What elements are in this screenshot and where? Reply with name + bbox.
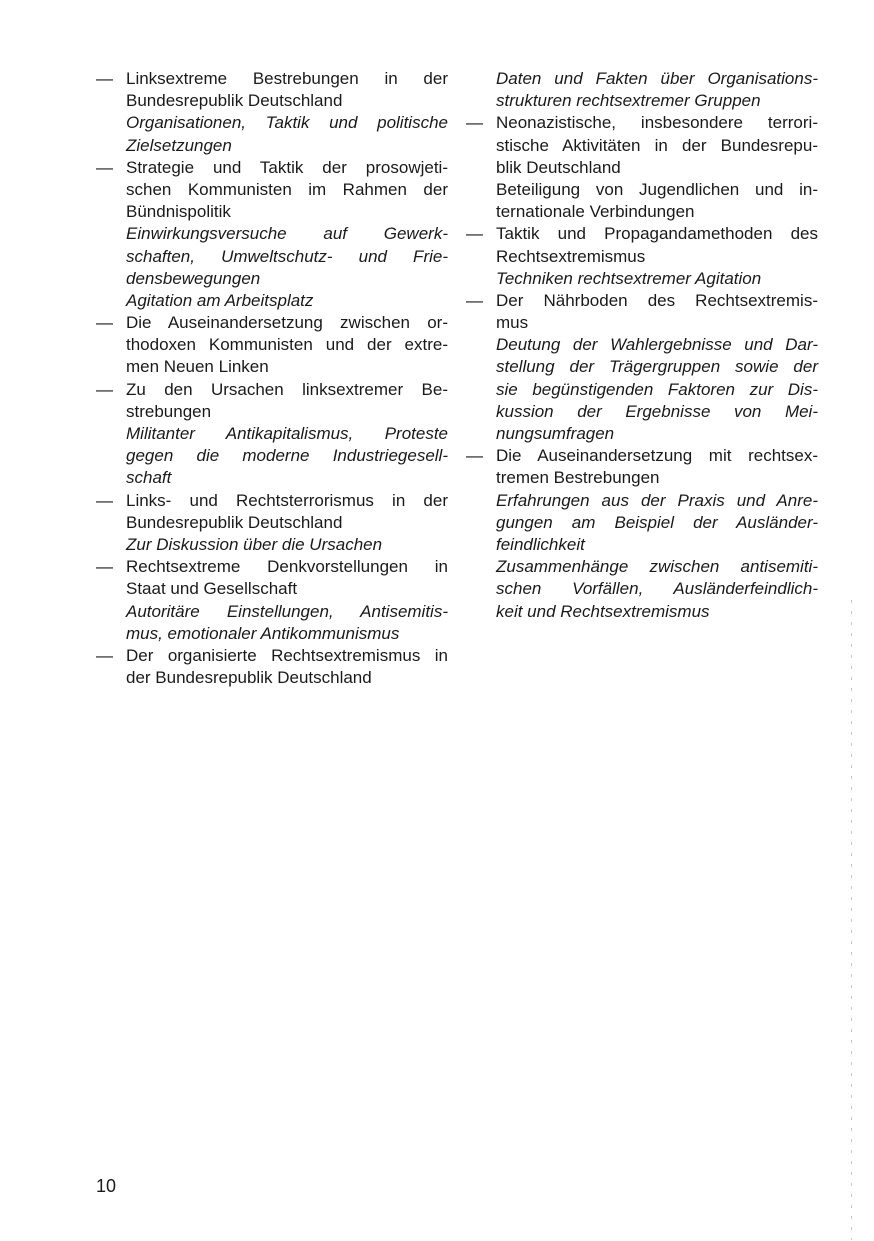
item-subtopic-line <box>96 246 448 268</box>
line-text: nungsumfragen <box>496 424 615 443</box>
left-column <box>96 68 448 689</box>
item-text-line <box>466 201 818 223</box>
line-text: Beteiligung von Jugendlichen und in- <box>496 179 818 199</box>
item-subtopic-line <box>96 601 448 623</box>
item-subtopic-line <box>96 112 448 134</box>
list-item-start-line <box>96 157 448 179</box>
em-dash-bullet: — <box>466 113 483 133</box>
line-text: men Neuen Linken <box>126 357 269 377</box>
item-text-line <box>96 401 448 423</box>
line-text: Erfahrungen aus der Praxis und Anre- <box>496 490 818 510</box>
list-item-start-line <box>96 312 448 334</box>
list-item-start-line <box>466 223 818 245</box>
right-column <box>466 68 818 623</box>
line-text: Staat und Gesellschaft <box>126 579 298 599</box>
item-text-line <box>466 179 818 201</box>
list-item-start-line <box>96 556 448 578</box>
item-text-line <box>96 90 448 112</box>
line-text: schen Vorfällen, Ausländerfeindlich- <box>496 579 818 599</box>
item-subtopic-line <box>96 268 448 290</box>
line-text: Strategie und Taktik der prosowjeti- <box>126 157 448 177</box>
line-text: Zu den Ursachen linksextremer Be- <box>126 379 448 399</box>
item-subtopic-line <box>466 556 818 578</box>
item-subtopic-line <box>466 268 818 290</box>
item-text-line <box>96 201 448 223</box>
line-text: Bundesrepublik Deutschland <box>126 512 343 532</box>
item-text-line <box>96 512 448 534</box>
line-text: Taktik und Propagandamethoden des <box>496 224 818 244</box>
item-text-line <box>466 467 818 489</box>
em-dash-bullet: — <box>96 490 113 510</box>
em-dash-bullet: — <box>96 379 113 399</box>
list-item-start-line <box>96 379 448 401</box>
line-text: Bundesrepublik Deutschland <box>126 91 343 111</box>
item-text-line <box>96 356 448 378</box>
line-text: strebungen <box>126 401 212 421</box>
em-dash-bullet: — <box>466 224 483 244</box>
item-subtopic-line <box>466 379 818 401</box>
item-subtopic-line <box>96 135 448 157</box>
list-item-start-line <box>96 645 448 667</box>
item-text-line <box>96 334 448 356</box>
line-text: Der Nährboden des Rechtsextremis- <box>496 290 818 310</box>
line-text: Links- und Rechtsterrorismus in der <box>126 490 448 510</box>
line-text: schaft <box>126 468 172 488</box>
item-text-line <box>96 179 448 201</box>
item-subtopic-line <box>466 534 818 556</box>
line-text: gegen die moderne Industriegesell- <box>126 446 448 466</box>
item-subtopic-line <box>466 601 818 623</box>
line-text: Bündnispolitik <box>126 202 231 222</box>
line-text: feindlichkeit <box>496 534 585 554</box>
line-text: Zusammenhänge zwischen antisemiti- <box>496 557 818 577</box>
line-text: densbewegungen <box>126 268 261 288</box>
line-text: stellung der Trägergruppen sowie der <box>496 357 818 377</box>
item-subtopic-line <box>466 356 818 378</box>
line-text: Deutung der Wahlergebnisse und Dar- <box>496 335 818 355</box>
item-subtopic-line <box>96 445 448 467</box>
line-text: ternationale Verbindungen <box>496 202 695 222</box>
item-subtopic-line <box>96 623 448 645</box>
line-text: Die Auseinandersetzung zwischen or- <box>126 313 448 333</box>
item-subtopic-line <box>466 490 818 512</box>
line-text: schaften, Umweltschutz- und Frie- <box>126 246 448 266</box>
em-dash-bullet: — <box>466 446 483 466</box>
line-text: Der organisierte Rechtsextremismus in <box>126 645 448 665</box>
em-dash-bullet: — <box>466 290 483 310</box>
em-dash-bullet: — <box>96 313 113 333</box>
list-item-start-line <box>96 490 448 512</box>
scan-edge-mark <box>851 600 852 1240</box>
item-subtopic-line <box>96 223 448 245</box>
line-text: keit und Rechtsextremismus <box>496 601 710 621</box>
line-text: Techniken rechtsextremer Agitation <box>496 268 762 288</box>
line-text: thodoxen Kommunisten und der extre- <box>126 335 448 355</box>
line-text: Neonazistische, insbesondere terrori- <box>496 113 818 133</box>
line-text: schen Kommunisten im Rahmen der <box>126 179 448 199</box>
page-number: 10 <box>96 1176 117 1196</box>
line-text: Rechtsextreme Denkvorstellungen in <box>126 557 448 577</box>
em-dash-bullet: — <box>96 69 113 88</box>
item-subtopic-line <box>466 578 818 600</box>
line-text: mus, emotionaler Antikommunismus <box>126 623 400 643</box>
item-text-line <box>466 157 818 179</box>
item-text-line <box>96 667 448 689</box>
list-item-start-line <box>96 68 448 90</box>
item-text-line <box>466 246 818 268</box>
line-text: Organisationen, Taktik und politische <box>126 113 448 133</box>
line-text: Linksextreme Bestrebungen in der <box>126 69 448 88</box>
item-subtopic-line <box>96 290 448 312</box>
item-text-line <box>466 135 818 157</box>
item-subtopic-line <box>96 423 448 445</box>
line-text: Daten und Fakten über Organisations- <box>496 69 818 88</box>
list-item-start-line <box>466 112 818 134</box>
item-subtopic-line <box>96 467 448 489</box>
item-subtopic-line <box>466 68 818 90</box>
item-subtopic-line <box>96 534 448 556</box>
em-dash-bullet: — <box>96 157 113 177</box>
line-text: tremen Bestrebungen <box>496 468 660 488</box>
item-subtopic-line <box>466 423 818 445</box>
line-text: sie begünstigenden Faktoren zur Dis- <box>496 379 818 399</box>
list-item-start-line <box>466 290 818 312</box>
line-text: Zielsetzungen <box>126 135 232 155</box>
em-dash-bullet: — <box>96 557 113 577</box>
list-item-start-line <box>466 445 818 467</box>
line-text: Einwirkungsversuche auf Gewerk- <box>126 224 448 244</box>
line-text: stische Aktivitäten in der Bundesrepu- <box>496 135 818 155</box>
line-text: kussion der Ergebnisse von Mei- <box>496 401 818 421</box>
line-text: Rechtsextremismus <box>496 246 646 266</box>
line-text: strukturen rechtsextremer Gruppen <box>496 91 761 111</box>
item-subtopic-line <box>466 512 818 534</box>
em-dash-bullet: — <box>96 645 113 665</box>
line-text: blik Deutschland <box>496 157 621 177</box>
line-text: mus <box>496 313 529 333</box>
item-subtopic-line <box>466 334 818 356</box>
line-text: Militanter Antikapitalismus, Proteste <box>126 424 448 443</box>
line-text: Zur Diskussion über die Ursachen <box>126 534 383 554</box>
line-text: der Bundesrepublik Deutschland <box>126 668 372 688</box>
line-text: Agitation am Arbeitsplatz <box>126 290 314 310</box>
item-text-line <box>466 312 818 334</box>
line-text: gungen am Beispiel der Ausländer- <box>496 512 818 532</box>
item-subtopic-line <box>466 90 818 112</box>
line-text: Autoritäre Einstellungen, Antisemitis- <box>126 601 448 621</box>
line-text: Die Auseinandersetzung mit rechtsex- <box>496 446 818 466</box>
item-text-line <box>96 578 448 600</box>
item-subtopic-line <box>466 401 818 423</box>
